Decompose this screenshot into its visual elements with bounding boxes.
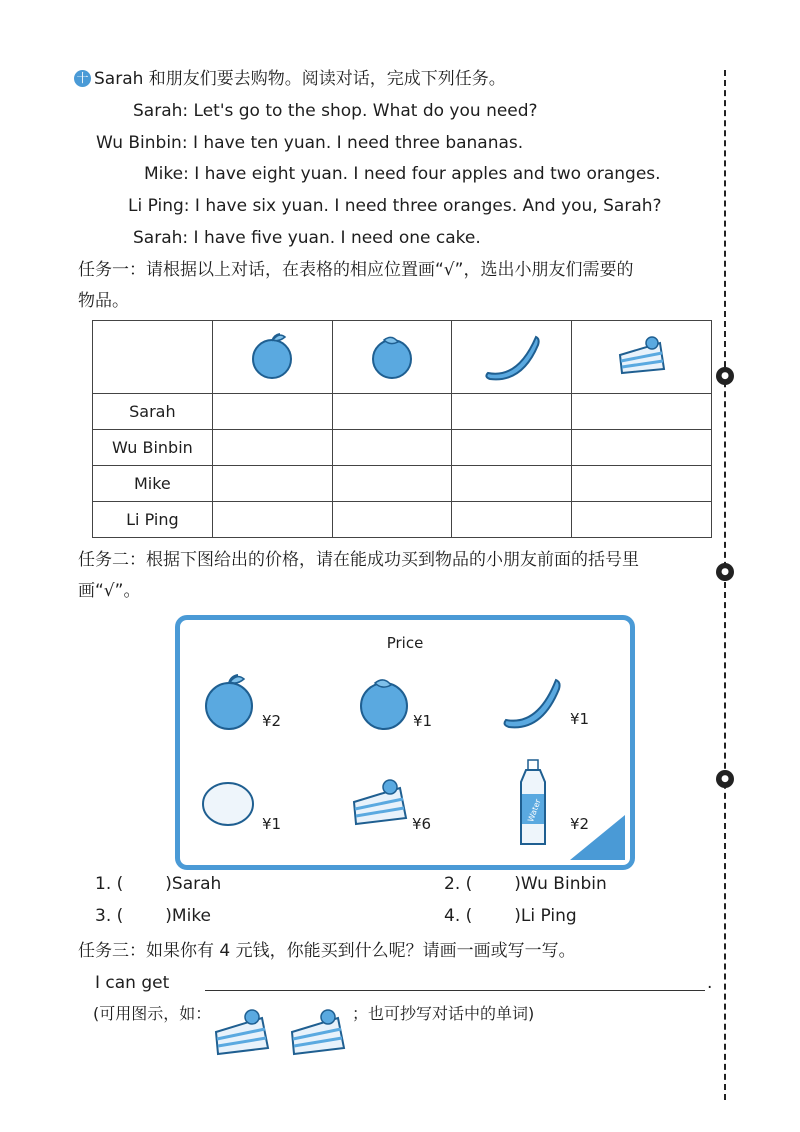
table-row bbox=[93, 394, 712, 430]
speech: Let's go to the shop. What do you need? bbox=[193, 101, 538, 121]
water-label: Water bbox=[526, 797, 543, 824]
section-badge: 十 bbox=[74, 70, 91, 87]
speaker: Sarah: bbox=[133, 228, 189, 248]
dialogue-line bbox=[133, 227, 481, 249]
binding-dashed-line bbox=[724, 70, 726, 1100]
cake-icon bbox=[288, 1002, 350, 1060]
row-name: Li Ping bbox=[93, 502, 213, 538]
answer-cell[interactable] bbox=[332, 430, 452, 466]
intro-text: Sarah 和朋友们要去购物。阅读对话，完成下列任务。 bbox=[94, 69, 506, 89]
answer-name: Mike bbox=[171, 906, 212, 926]
answer-cell[interactable] bbox=[572, 502, 712, 538]
speaker: Mike: bbox=[144, 164, 189, 184]
answer-bracket-open[interactable]: ( bbox=[465, 906, 473, 926]
task3-hint-start: (可用图示，如： bbox=[93, 1004, 212, 1023]
answer-cell[interactable] bbox=[212, 466, 332, 502]
speech: I have eight yuan. I need four apples and two oranges. bbox=[194, 164, 661, 184]
speaker: Li Ping: bbox=[128, 196, 190, 216]
answer-cell[interactable] bbox=[452, 394, 572, 430]
cake-header-cell bbox=[572, 321, 712, 394]
answer-name: Li Ping bbox=[520, 906, 577, 926]
cake-price: ¥6 bbox=[412, 815, 432, 833]
task1-instruction: 任务一：请根据以上对话，在表格的相应位置画“√”，选出小朋友们需要的 bbox=[78, 260, 634, 280]
speech: I have ten yuan. I need three bananas. bbox=[192, 133, 524, 153]
speaker: Wu Binbin: bbox=[96, 133, 188, 153]
answer-cell[interactable] bbox=[332, 466, 452, 502]
task3-answer-line[interactable] bbox=[205, 990, 705, 991]
task3-prompt: I can get bbox=[95, 973, 170, 993]
task1-table bbox=[92, 320, 712, 538]
banana-icon bbox=[480, 329, 544, 381]
task1-instruction-cont: 物品。 bbox=[78, 291, 129, 311]
apple-icon bbox=[200, 670, 258, 732]
answer-item-mike: 3. ( )Mike bbox=[95, 906, 212, 926]
answer-item-wu-binbin: 2. ( )Wu Binbin bbox=[444, 874, 607, 894]
answer-cell[interactable] bbox=[332, 394, 452, 430]
answer-cell[interactable] bbox=[212, 430, 332, 466]
row-name: Sarah bbox=[93, 394, 213, 430]
banana-icon bbox=[500, 672, 566, 730]
task3-hint-end: ；也可抄写对话中的单词) bbox=[352, 1004, 535, 1023]
table-header-row bbox=[93, 321, 712, 394]
task2-instruction: 任务二：根据下图给出的价格，请在能成功买到物品的小朋友前面的括号里 bbox=[78, 550, 639, 570]
table-row bbox=[93, 430, 712, 466]
answer-cell[interactable] bbox=[452, 430, 572, 466]
speech: I have six yuan. I need three oranges. And you, Sarah? bbox=[194, 196, 662, 216]
price-panel bbox=[175, 615, 635, 870]
answer-cell[interactable] bbox=[572, 430, 712, 466]
orange-icon bbox=[366, 329, 418, 381]
cake-icon bbox=[614, 329, 670, 381]
table-row bbox=[93, 502, 712, 538]
binding-mark: ● bbox=[716, 563, 734, 581]
orange-price: ¥1 bbox=[413, 712, 433, 730]
answer-cell[interactable] bbox=[572, 466, 712, 502]
apple-icon bbox=[246, 329, 298, 381]
cake-icon bbox=[212, 1002, 274, 1060]
task3-instruction: 任务三：如果你有 4 元钱，你能买到什么呢？请画一画或写一写。 bbox=[78, 941, 576, 961]
binding-mark: ● bbox=[716, 770, 734, 788]
egg-icon bbox=[200, 780, 256, 828]
binding-mark: ● bbox=[716, 367, 734, 385]
orange-icon bbox=[355, 670, 413, 732]
table-row bbox=[93, 466, 712, 502]
row-name: Wu Binbin bbox=[93, 430, 213, 466]
water-bottle-icon bbox=[515, 758, 551, 848]
panel-corner-decoration bbox=[570, 815, 625, 860]
apple-header-cell bbox=[212, 321, 332, 394]
answer-cell[interactable] bbox=[452, 502, 572, 538]
banana-header-cell bbox=[452, 321, 572, 394]
answer-name: Sarah bbox=[171, 874, 222, 894]
table-corner-cell bbox=[93, 321, 213, 394]
cake-icon bbox=[350, 770, 412, 832]
task3-end-mark: . bbox=[707, 973, 713, 993]
answer-bracket-open[interactable]: ( bbox=[116, 906, 124, 926]
dialogue-line bbox=[128, 195, 662, 217]
answer-cell[interactable] bbox=[572, 394, 712, 430]
answer-item-li-ping: 4. ( )Li Ping bbox=[444, 906, 577, 926]
row-name: Mike bbox=[93, 466, 213, 502]
answer-name: Wu Binbin bbox=[520, 874, 607, 894]
egg-price: ¥1 bbox=[262, 815, 282, 833]
dialogue-line bbox=[96, 132, 523, 154]
answer-cell[interactable] bbox=[332, 502, 452, 538]
banana-price: ¥1 bbox=[570, 710, 590, 728]
answer-cell[interactable] bbox=[212, 502, 332, 538]
apple-price: ¥2 bbox=[262, 712, 282, 730]
answer-bracket-open[interactable]: ( bbox=[116, 874, 124, 894]
answer-cell[interactable] bbox=[212, 394, 332, 430]
dialogue-line bbox=[144, 163, 661, 185]
dialogue-line bbox=[133, 100, 538, 122]
water-price: ¥2 bbox=[570, 815, 590, 833]
speech: I have five yuan. I need one cake. bbox=[193, 228, 481, 248]
speaker: Sarah: bbox=[133, 101, 189, 121]
answer-bracket-open[interactable]: ( bbox=[465, 874, 473, 894]
task2-instruction-cont: 画“√”。 bbox=[78, 581, 141, 601]
answer-cell[interactable] bbox=[452, 466, 572, 502]
answer-item-sarah: 1. ( )Sarah bbox=[95, 874, 222, 894]
orange-header-cell bbox=[332, 321, 452, 394]
price-title: Price bbox=[386, 634, 424, 652]
